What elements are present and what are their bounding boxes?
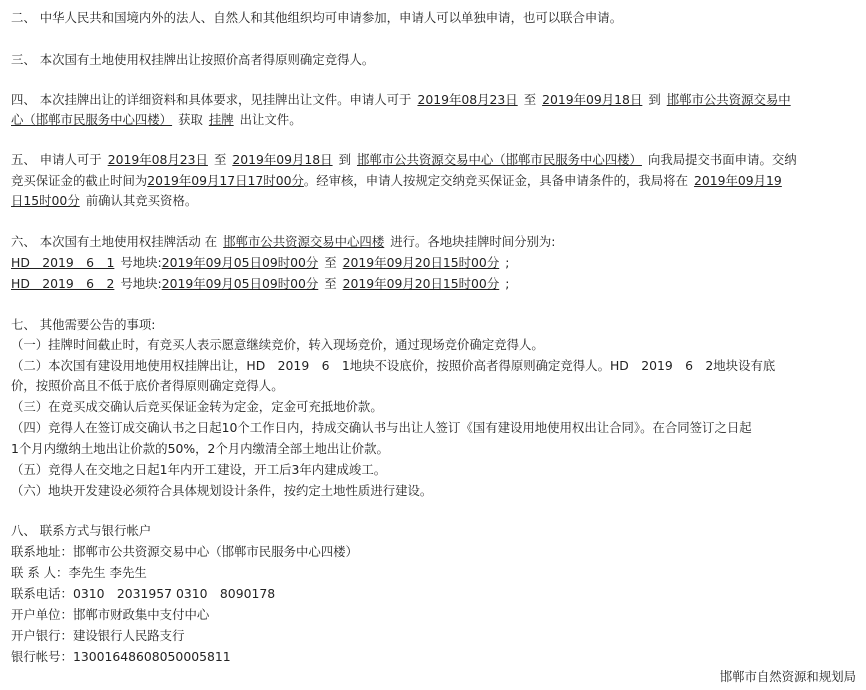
- section-4-line-1: 四、 本次挂牌出让的详细资料和具体要求，见挂牌出让文件。申请人可于 2019年08月23日 至 2019年09月18日 到 邯郸市公共资源交易中: [11, 92, 791, 107]
- end-date: 2019年09月18日: [542, 92, 643, 107]
- location: 邯郸市公共资源交易中: [666, 92, 791, 107]
- section-2: 二、 中华人民共和国境内外的法人、自然人和其他组织均可申请参加，申请人可以单独申请，也可以联合申请。: [11, 10, 623, 25]
- section-6-title: 六、 本次国有土地使用权挂牌活动 在 邯郸市公共资源交易中心四楼 进行。各地块挂牌时间分别为:: [11, 234, 556, 249]
- list-item: （三）在竞买成交确认后竞买保证金转为定金，定金可充抵地价款。: [11, 399, 383, 414]
- section-4-line-2: 心（邯郸市民服务中心四楼） 获取 挂牌 出让文件。: [11, 112, 302, 127]
- account-number: 银行帐号：13001648608050005811: [11, 649, 231, 664]
- account-bank: 开户银行：建设银行人民路支行: [11, 628, 185, 643]
- list-item: （二）本次国有建设用地使用权挂牌出让，HD 2019 6 1地块不设底价，按照价高者得原则确定竞得人。HD 2019 6 2地块设有底: [11, 358, 776, 373]
- start-date: 2019年08月23日: [417, 92, 518, 107]
- list-item: 价，按照价高且不低于底价者得原则确定竞得人。: [11, 378, 284, 393]
- contact-phone: 联系电话：0310 2031957 0310 8090178: [11, 586, 276, 601]
- section-8-title: 八、 联系方式与银行帐户: [11, 523, 152, 538]
- section-5-line-3: 日15时00分 前确认其竞买资格。: [11, 193, 198, 208]
- list-item: 1个月内缴纳土地出让价款的50%，2个月内缴清全部土地出让价款。: [11, 441, 389, 456]
- list-item: （六）地块开发建设必须符合具体规划设计条件，按约定土地性质进行建设。: [11, 483, 433, 498]
- list-item: （五）竞得人在交地之日起1年内开工建设，开工后3年内建成竣工。: [11, 462, 387, 477]
- section-5-line-2: 竞买保证金的截止时间为2019年09月17日17时00分。经审核，申请人按规定交纳竞买保证金，具备申请条件的，我局将在 2019年09月19: [11, 173, 782, 188]
- section-7-title: 七、 其他需要公告的事项:: [11, 317, 156, 332]
- account-unit: 开户单位：邯郸市财政集中支付中心: [11, 607, 210, 622]
- contact-person: 联 系 人：李先生 李先生: [11, 565, 147, 580]
- section-5-line-1: 五、 申请人可于 2019年08月23日 至 2019年09月18日 到 邯郸市公共资源交易中心（邯郸市民服务中心四楼） 向我局提交书面申请。交纳: [11, 152, 797, 167]
- list-item: （一）挂牌时间截止时，有竞买人表示愿意继续竞价，转入现场竞价，通过现场竞价确定竞得人。: [11, 337, 544, 352]
- list-item: （四）竞得人在签订成交确认书之日起10个工作日内，持成交确认书与出让人签订《国有建设用地使用权出让合同》。在合同签订之日起: [11, 420, 752, 435]
- issuer-signature: 邯郸市自然资源和规划局: [719, 669, 856, 684]
- contact-address: 联系地址：邯郸市公共资源交易中心（邯郸市民服务中心四楼）: [11, 544, 358, 559]
- parcel-row: HD 2019 6 2 号地块:2019年09月05日09时00分 至 2019年09月20日15时00分 ;: [11, 276, 510, 291]
- deposit-deadline: 2019年09月17日17时00分: [147, 173, 304, 188]
- parcel-row: HD 2019 6 1 号地块:2019年09月05日09时00分 至 2019年09月20日15时00分 ;: [11, 255, 510, 270]
- section-3: 三、 本次国有土地使用权挂牌出让按照价高者得原则确定竞得人。: [11, 52, 375, 67]
